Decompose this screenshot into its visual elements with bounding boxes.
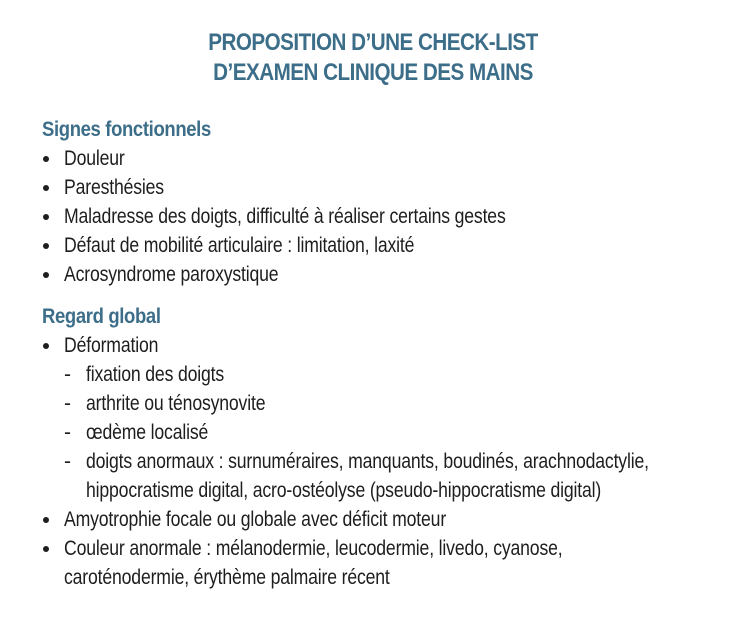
- checklist-content: [42, 116, 702, 592]
- dash-icon: -: [64, 421, 71, 444]
- bullet-icon: [43, 185, 49, 191]
- dash-icon: -: [64, 363, 71, 386]
- list-item-text: Acrosyndrome paroxystique: [64, 263, 279, 286]
- section-heading-regard-global: Regard global: [42, 305, 161, 328]
- sub-list-item: [64, 418, 702, 447]
- sub-list-item-text: arthrite ou ténosynovite: [86, 392, 266, 415]
- list-item: [42, 534, 702, 592]
- bullet-icon: [43, 517, 49, 523]
- sub-list-item-text: œdème localisé: [86, 421, 209, 444]
- section-spacer: [42, 289, 702, 303]
- sub-list-item-text: fixation des doigts: [86, 363, 225, 386]
- bullet-icon: [43, 546, 49, 552]
- list-item-text: Paresthésies: [64, 176, 164, 199]
- dash-icon: -: [64, 392, 71, 415]
- bullet-icon: [43, 343, 49, 349]
- bullet-icon: [43, 243, 49, 249]
- bullet-icon: [43, 272, 49, 278]
- title-line-2: D’EXAMEN CLINIQUE DES MAINS: [213, 59, 533, 86]
- bullet-icon: [43, 214, 49, 220]
- list-item: [42, 173, 702, 202]
- signes-fonctionnels-list: [42, 144, 702, 289]
- list-item-text: Déformation: [64, 334, 159, 357]
- sub-list-item: [64, 360, 702, 389]
- list-item: [42, 231, 702, 260]
- sub-list-item: [64, 389, 702, 418]
- page-title: [52, 28, 694, 88]
- list-item-text: Couleur anormale : mélanodermie, leucodermie, livedo, cyanose, caroténodermie, érythème palmaire récent: [64, 537, 563, 589]
- list-item: [42, 202, 702, 231]
- sub-list-item: [64, 447, 702, 505]
- regard-global-list: [42, 331, 702, 592]
- sub-list-item-text: doigts anormaux : surnuméraires, manquants, boudinés, arachnodactylie, hippocratisme digital, acro-ostéolyse (pseudo-hippocratisme digital): [86, 450, 649, 502]
- title-line-1: PROPOSITION D’UNE CHECK-LIST: [208, 29, 538, 56]
- list-item-deformation: [42, 331, 702, 505]
- list-item-text: Douleur: [64, 147, 125, 170]
- deformation-sublist: [64, 360, 702, 505]
- dash-icon: -: [64, 450, 71, 473]
- list-item: [42, 144, 702, 173]
- list-item-text: Défaut de mobilité articulaire : limitation, laxité: [64, 234, 415, 257]
- bullet-icon: [43, 156, 49, 162]
- section-heading-signes-fonctionnels: Signes fonctionnels: [42, 118, 211, 141]
- list-item: [42, 505, 702, 534]
- list-item-text: Amyotrophie focale ou globale avec déficit moteur: [64, 508, 447, 531]
- list-item-text: Maladresse des doigts, difficulté à réaliser certains gestes: [64, 205, 506, 228]
- list-item: [42, 260, 702, 289]
